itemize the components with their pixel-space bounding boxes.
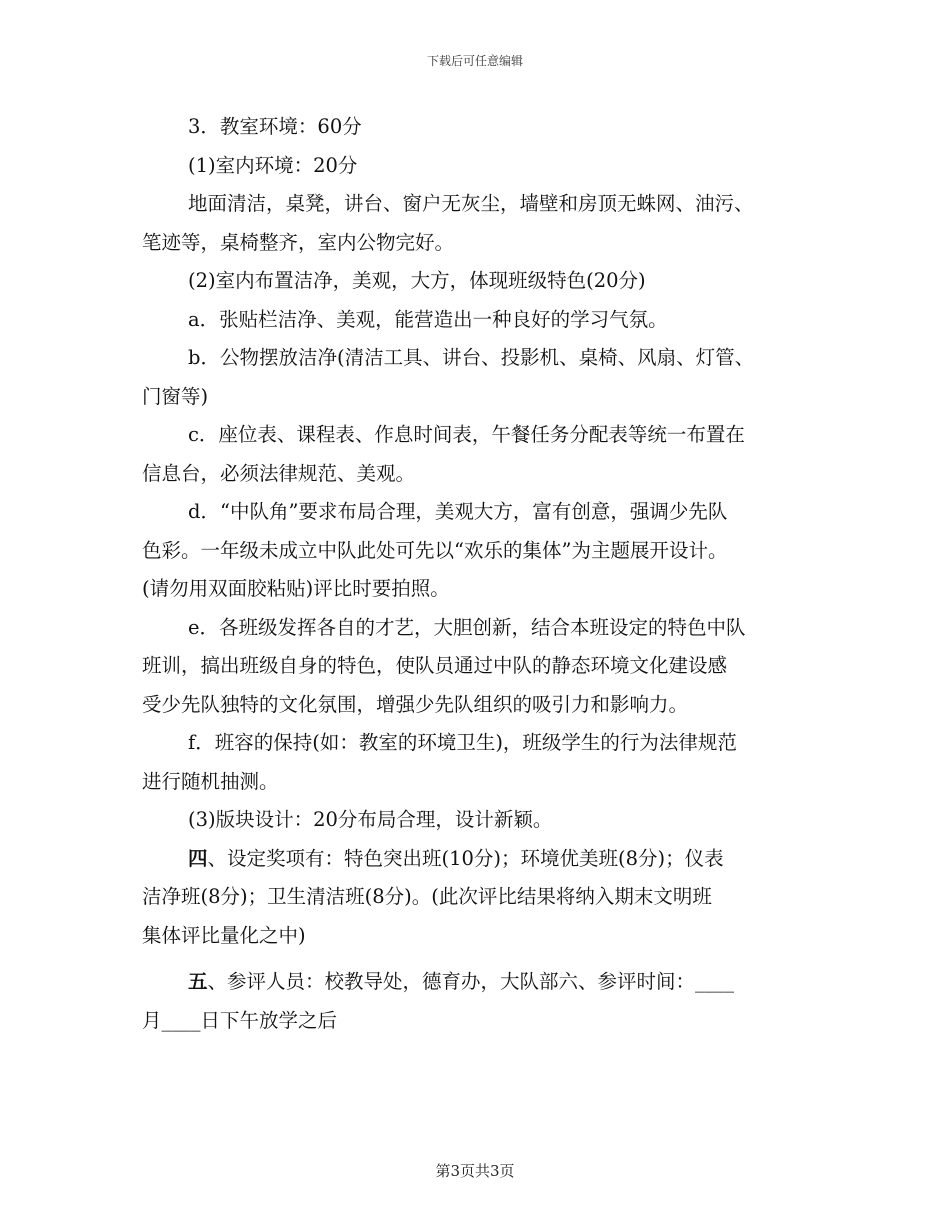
- item-e-line2: 班训，搞出班级自身的特色，使队员通过中队的静态环境文化建设感: [142, 654, 728, 677]
- item-d-line3: (请勿用双面胶粘贴)评比时要拍照。: [142, 577, 450, 600]
- item-e-line1: e．各班级发挥各自的才艺，大胆创新，结合本班设定的特色中队: [188, 615, 746, 639]
- section-3-3-heading: (3)版块设计：20分布局合理，设计新颖。: [188, 808, 553, 831]
- section-4-line2: 洁净班(8分)；卫生清洁班(8分)。(此次评比结果将纳入期末文明班: [142, 885, 712, 908]
- document-body: [142, 108, 808, 1040]
- item-a: a．张贴栏洁净、美观，能营造出一种良好的学习气氛。: [188, 307, 668, 331]
- section-3-1-text-line1: 地面清洁，桌凳，讲台、窗户无灰尘，墙壁和房顶无蛛网、油污、: [188, 192, 754, 215]
- item-d-line2: 色彩。一年级未成立中队此处可先以“欢乐的集体”为主题展开设计。: [142, 538, 728, 562]
- section-3-1-heading: (1)室内环境：20分: [188, 153, 358, 177]
- item-f-line1: f．班容的保持(如：教室的环境卫生)，班级学生的行为法律规范: [188, 731, 737, 754]
- item-c-line2: 信息台，必须法律规范、美观。: [142, 461, 416, 485]
- section-5-line1: [142, 963, 808, 1002]
- section-3-2-heading: (2)室内布置洁净，美观，大方，体现班级特色(20分): [188, 269, 646, 292]
- section-5-line2: 月____日下午放学之后: [142, 1008, 338, 1032]
- section-4-label: 四: [188, 846, 208, 870]
- section-4-line1: [142, 840, 808, 879]
- section-4-line1-text: 、设定奖项有：特色突出班(10分)；环境优美班(8分)；仪表: [207, 846, 724, 870]
- section-3-title: 3．教室环境：60分: [188, 115, 362, 138]
- item-b-line2: 门窗等): [142, 384, 209, 408]
- section-5-line1-text: 、参评人员：校教导处，德育办，大队部六、参评时间：____: [207, 970, 735, 993]
- page-header: 下载后可任意编辑: [426, 54, 523, 68]
- item-d-line1: d．“中队角”要求布局合理，美观大方，富有创意，强调少先队: [188, 500, 728, 523]
- item-e-line3: 受少先队独特的文化氛围，增强少先队组织的吸引力和影响力。: [142, 692, 689, 716]
- item-f-line2: 进行随机抽测。: [142, 769, 279, 793]
- section-5-label: 五: [188, 970, 208, 993]
- section-3-1-text-line2: 笔迹等，桌椅整齐，室内公物完好。: [142, 230, 455, 254]
- section-4-line3: 集体评比量化之中): [142, 923, 306, 947]
- page-footer: 第3页共3页: [435, 1162, 515, 1180]
- item-b-line1: b．公物摆放洁净(清洁工具、讲台、投影机、桌椅、风扇、灯管、: [188, 346, 755, 369]
- item-c-line1: c．座位表、课程表、作息时间表，午餐任务分配表等统一布置在: [188, 423, 745, 446]
